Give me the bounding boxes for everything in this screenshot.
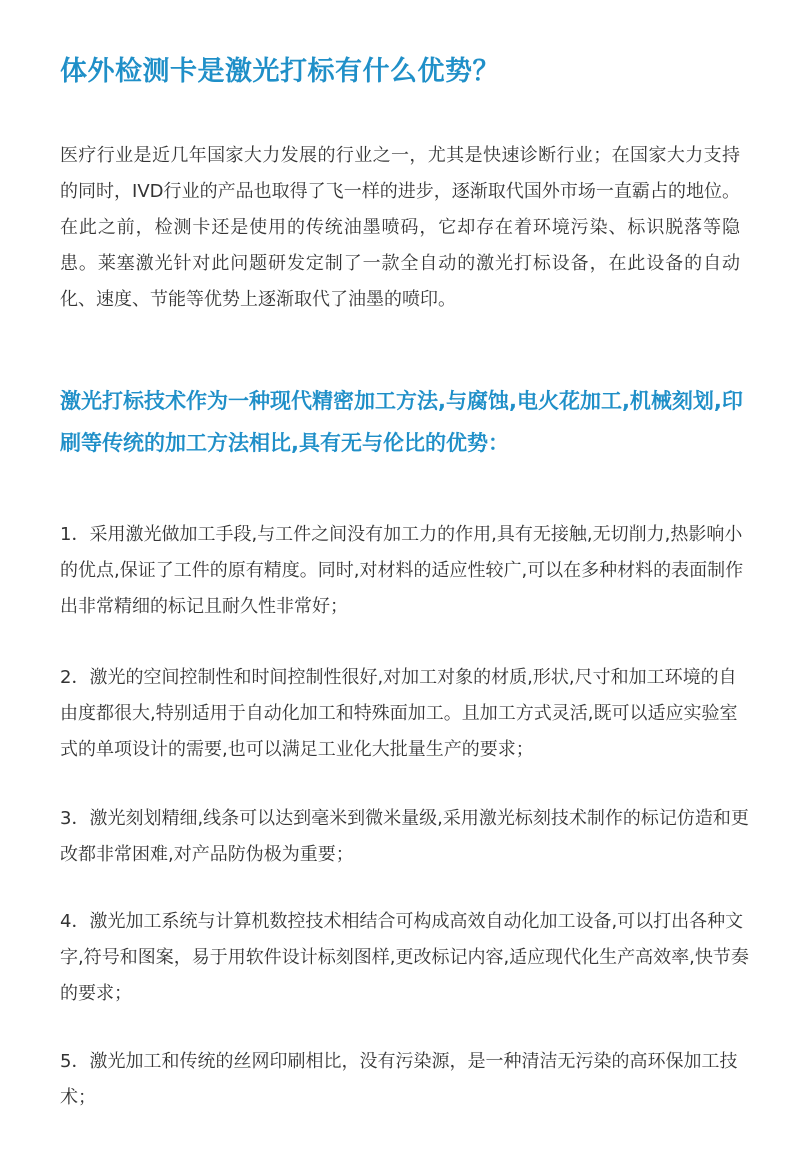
advantage-number: 5． — [60, 1051, 90, 1072]
advantage-text: 激光的空间控制性和时间控制性很好,对加工对象的材质,形状,尺寸和加工环境的自由度都很大,特别适用于自动化加工和特殊面加工。且加工方式灵活,既可以适应实验室式的单项设计的需要,也可以满足工业化大批量生产的要求； — [60, 667, 738, 760]
advantage-text: 激光加工系统与计算机数控技术相结合可构成高效自动化加工设备,可以打出各种文字,符号和图案，易于用软件设计标刻图样,更改标记内容,适应现代化生产高效率,快节奏的要求； — [60, 911, 749, 1004]
advantage-number: 4． — [60, 911, 90, 932]
advantage-text: 激光加工和传统的丝网印刷相比，没有污染源，是一种清洁无污染的高环保加工技术； — [60, 1051, 738, 1108]
advantage-text: 采用激光做加工手段,与工件之间没有加工力的作用,具有无接触,无切削力,热影响小的优点,保证了工件的原有精度。同时,对材料的适应性较广,可以在多种材料的表面制作出非常精细的标记且耐久性非常好； — [60, 524, 744, 617]
advantage-number: 2． — [60, 667, 90, 688]
advantage-item-1 — [60, 517, 750, 625]
advantage-number: 3． — [60, 808, 90, 829]
advantage-item-2 — [60, 660, 750, 768]
article-title: 体外检测卡是激光打标有什么优势？ — [60, 56, 500, 87]
advantages-heading: 激光打标技术作为一种现代精密加工方法,与腐蚀,电火花加工,机械刻划,印刷等传统的加工方法相比,具有无与伦比的优势： — [60, 389, 743, 455]
intro-paragraph: 医疗行业是近几年国家大力发展的行业之一，尤其是快速诊断行业；在国家大力支持的同时，IVD行业的产品也取得了飞一样的进步，逐渐取代国外市场一直霸占的地位。在此之前，检测卡还是使用的传统油墨喷码，它却存在着环境污染、标识脱落等隐患。莱塞激光针对此问题研发定制了一款全自动的激光打标设备，在此设备的自动化、速度、节能等优势上逐渐取代了油墨的喷印。 — [60, 145, 740, 310]
advantage-item-5 — [60, 1044, 750, 1116]
advantage-item-3 — [60, 801, 750, 873]
advantage-item-4 — [60, 904, 750, 1012]
advantage-number: 1． — [60, 524, 90, 545]
advantage-text: 激光刻划精细,线条可以达到毫米到微米量级,采用激光标刻技术制作的标记仿造和更改都非常困难,对产品防伪极为重要； — [60, 808, 749, 865]
